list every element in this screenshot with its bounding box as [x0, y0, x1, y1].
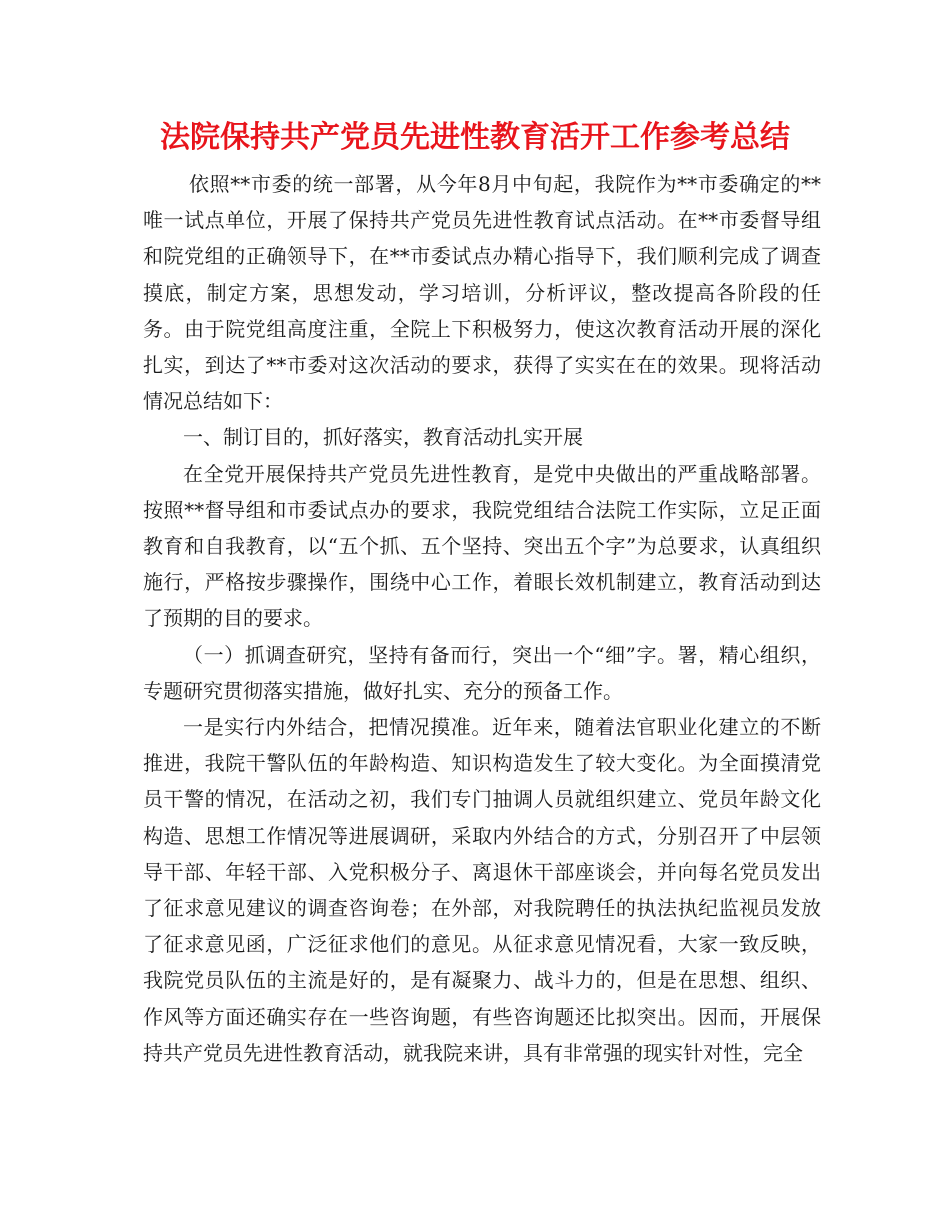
document-body: [143, 166, 821, 1071]
heading-section-1: 一、制订目的，抓好落实，教育活动扎实开展: [183, 425, 583, 450]
paragraph-intro: 依照**市委的统一部署，从今年8月中旬起，我院作为**市委确定的**唯一试点单位，开展了保持共产党员先进性教育试点活动。在**市委督导组和院党组的正确领导下，在**市委试点办精心指导下，我们顺利完成了调查摸底，制定方案，思想发动，学习培训，分析评议，整改提高各阶段的任务。由于院党组高度注重，全院上下积极努力，使这次教育活动开展的深化扎实，到达了**市委对这次活动的要求，获得了实实在在的效果。现将活动情况总结如下：: [143, 172, 821, 414]
paragraph-section-1: 在全党开展保持共产党员先进性教育，是党中央做出的严重战略部署。按照**督导组和市委试点办的要求，我院党组结合法院工作实际，立足正面教育和自我教育，以“五个抓、五个坚持、突出五个字”为总要求，认真组织施行，严格按步骤操作，围绕中心工作，着眼长效机制建立，教育活动到达了预期的目的要求。: [143, 461, 821, 631]
document-title: 法院保持共产党员先进性教育活开工作参考总结: [160, 120, 790, 155]
paragraph-subsection-1: 一是实行内外结合，把情况摸准。近年来，随着法官职业化建立的不断推进，我院干警队伍的年龄构造、知识构造发生了较大变化。为全面摸清党员干警的情况，在活动之初，我们专门抽调人员就组织建立、党员年龄文化构造、思想工作情况等进展调研，采取内外结合的方式，分别召开了中层领导干部、年轻干部、入党积极分子、离退休干部座谈会，并向每名党员发出了征求意见建议的调查咨询卷；在外部，对我院聘任的执法执纪监视员发放了征求意见函，广泛征求他们的意见。从征求意见情况看，大家一致反映，我院党员队伍的主流是好的，是有凝聚力、战斗力的，但是在思想、组织、作风等方面还确实存在一些咨询题，有些咨询题还比拟突出。因而，开展保持共产党员先进性教育活动，就我院来讲，具有非常强的现实针对性，完全: [143, 715, 821, 1065]
heading-subsection-1: （一）抓调查研究，坚持有备而行，突出一个“细”字。署，精心组织，专题研究贯彻落实措施，做好扎实、充分的预备工作。: [143, 642, 821, 703]
